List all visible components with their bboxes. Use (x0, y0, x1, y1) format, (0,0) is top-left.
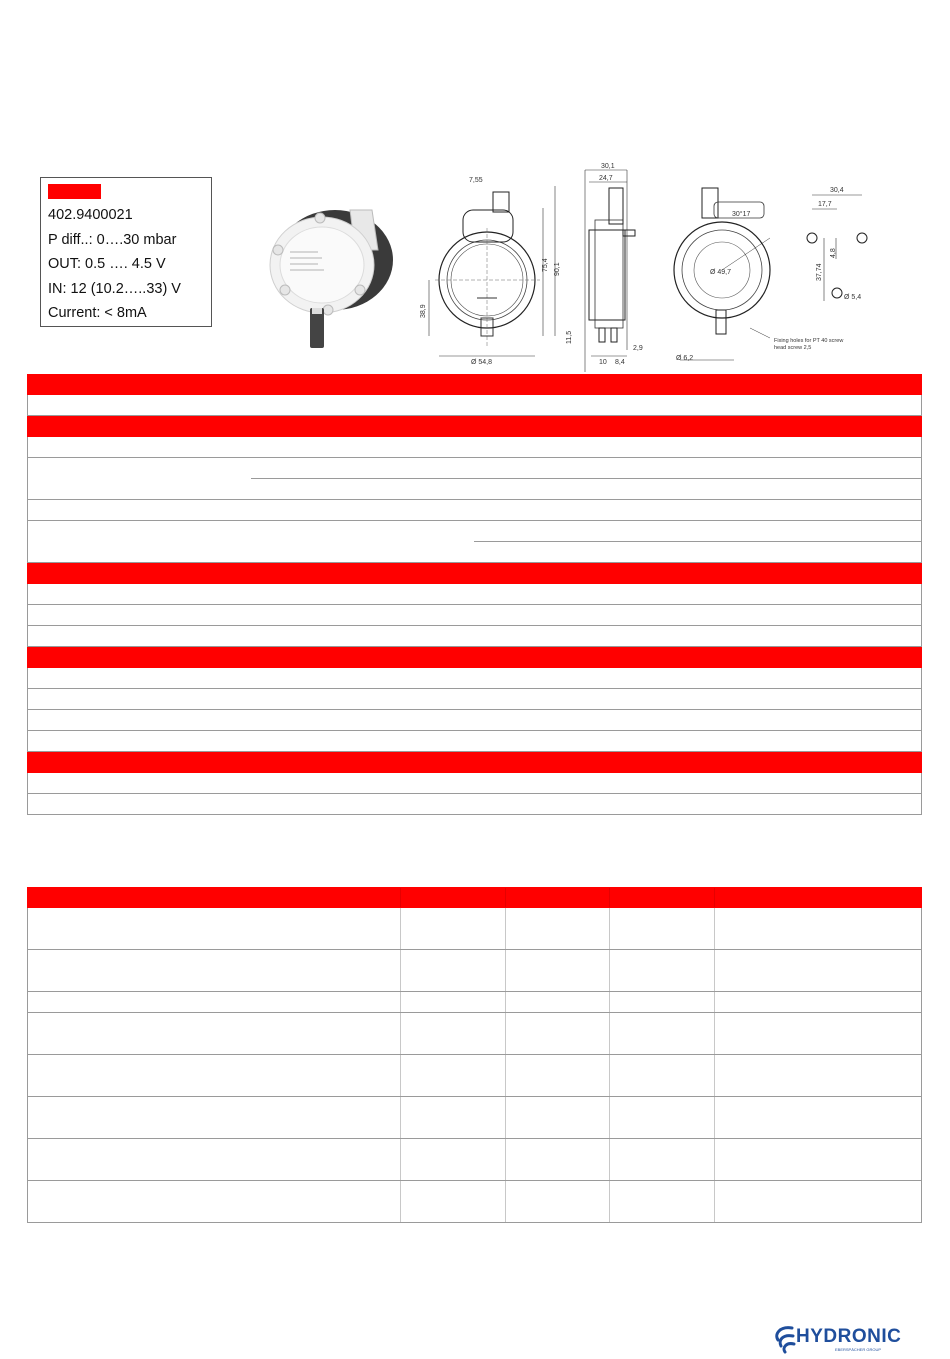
angle-label: 30°17 (732, 211, 751, 218)
table-row (27, 710, 922, 731)
hole-h-small: 4,8 (830, 248, 837, 258)
spec-table (27, 374, 922, 815)
table-row (27, 395, 922, 416)
port-label: Ø 6,2 (676, 355, 694, 362)
section-header (27, 374, 922, 395)
holes-drawing (800, 183, 870, 318)
pressure-range: P diff..: 0….30 mbar (48, 231, 177, 248)
dim-small: 11,5 (566, 330, 573, 344)
product-photo (260, 190, 400, 355)
dim-body: 24,7 (599, 175, 613, 182)
table-row (27, 1139, 922, 1181)
section-header (27, 416, 922, 437)
dim-left: 38,9 (420, 304, 427, 318)
front-view-drawing (415, 168, 565, 373)
logo-subtext: EBERSPÄCHER GROUP (835, 1347, 882, 1352)
red-tag (48, 184, 101, 199)
dim-height-outer: 90,1 (554, 262, 561, 276)
table-row (27, 950, 922, 992)
note2-label: head screw 2,5 (774, 345, 812, 351)
table-row (27, 689, 922, 710)
dia-label: Ø 49,7 (710, 269, 732, 276)
table-row (27, 794, 922, 815)
output-range: OUT: 0.5 …. 4.5 V (48, 256, 166, 272)
table-row (27, 1013, 922, 1055)
table-row (27, 605, 922, 626)
dim-height-inner: 75,4 (542, 258, 549, 272)
section-header (27, 752, 922, 773)
table-row (27, 521, 922, 563)
table-row (27, 626, 922, 647)
hydronic-wave-icon (772, 1324, 796, 1354)
section-header (27, 647, 922, 668)
dim-b3: 2,9 (633, 345, 643, 352)
table-row (27, 908, 922, 950)
current-rating: Current: < 8mA (48, 305, 147, 321)
hole-w-half: 17,7 (818, 201, 832, 208)
dim-width: Ø 54,8 (471, 359, 493, 366)
note-label: Fixing holes for PT 40 screw (774, 338, 844, 344)
table-row (27, 437, 922, 458)
input-voltage: IN: 12 (10.2…..33) V (48, 280, 181, 297)
part-number: 402.9400021 (48, 207, 133, 223)
variant-table (27, 887, 922, 1223)
hole-w-total: 30,4 (830, 187, 844, 194)
table-row (27, 773, 922, 794)
dim-top: 7,55 (469, 177, 483, 184)
table-row (27, 1055, 922, 1097)
table-row (27, 731, 922, 752)
dim-b1: 10 (599, 359, 607, 366)
hole-h-total: 37,74 (816, 263, 823, 281)
dim-total: 30,1 (601, 163, 615, 170)
table-row (27, 1181, 922, 1223)
hydronic-logo (772, 1322, 912, 1356)
table-row (27, 584, 922, 605)
section-header (27, 563, 922, 584)
logo-text: HYDRONIC (796, 1326, 902, 1347)
table-row (27, 992, 922, 1013)
side-view-drawing (565, 160, 650, 377)
spec-box (40, 177, 212, 327)
table-row (27, 1097, 922, 1139)
table-header (27, 887, 922, 908)
table-row (27, 500, 922, 521)
table-row (27, 668, 922, 689)
dim-b2: 8,4 (615, 359, 625, 366)
table-row (27, 458, 922, 500)
hole-dia: Ø 5,4 (844, 294, 862, 301)
